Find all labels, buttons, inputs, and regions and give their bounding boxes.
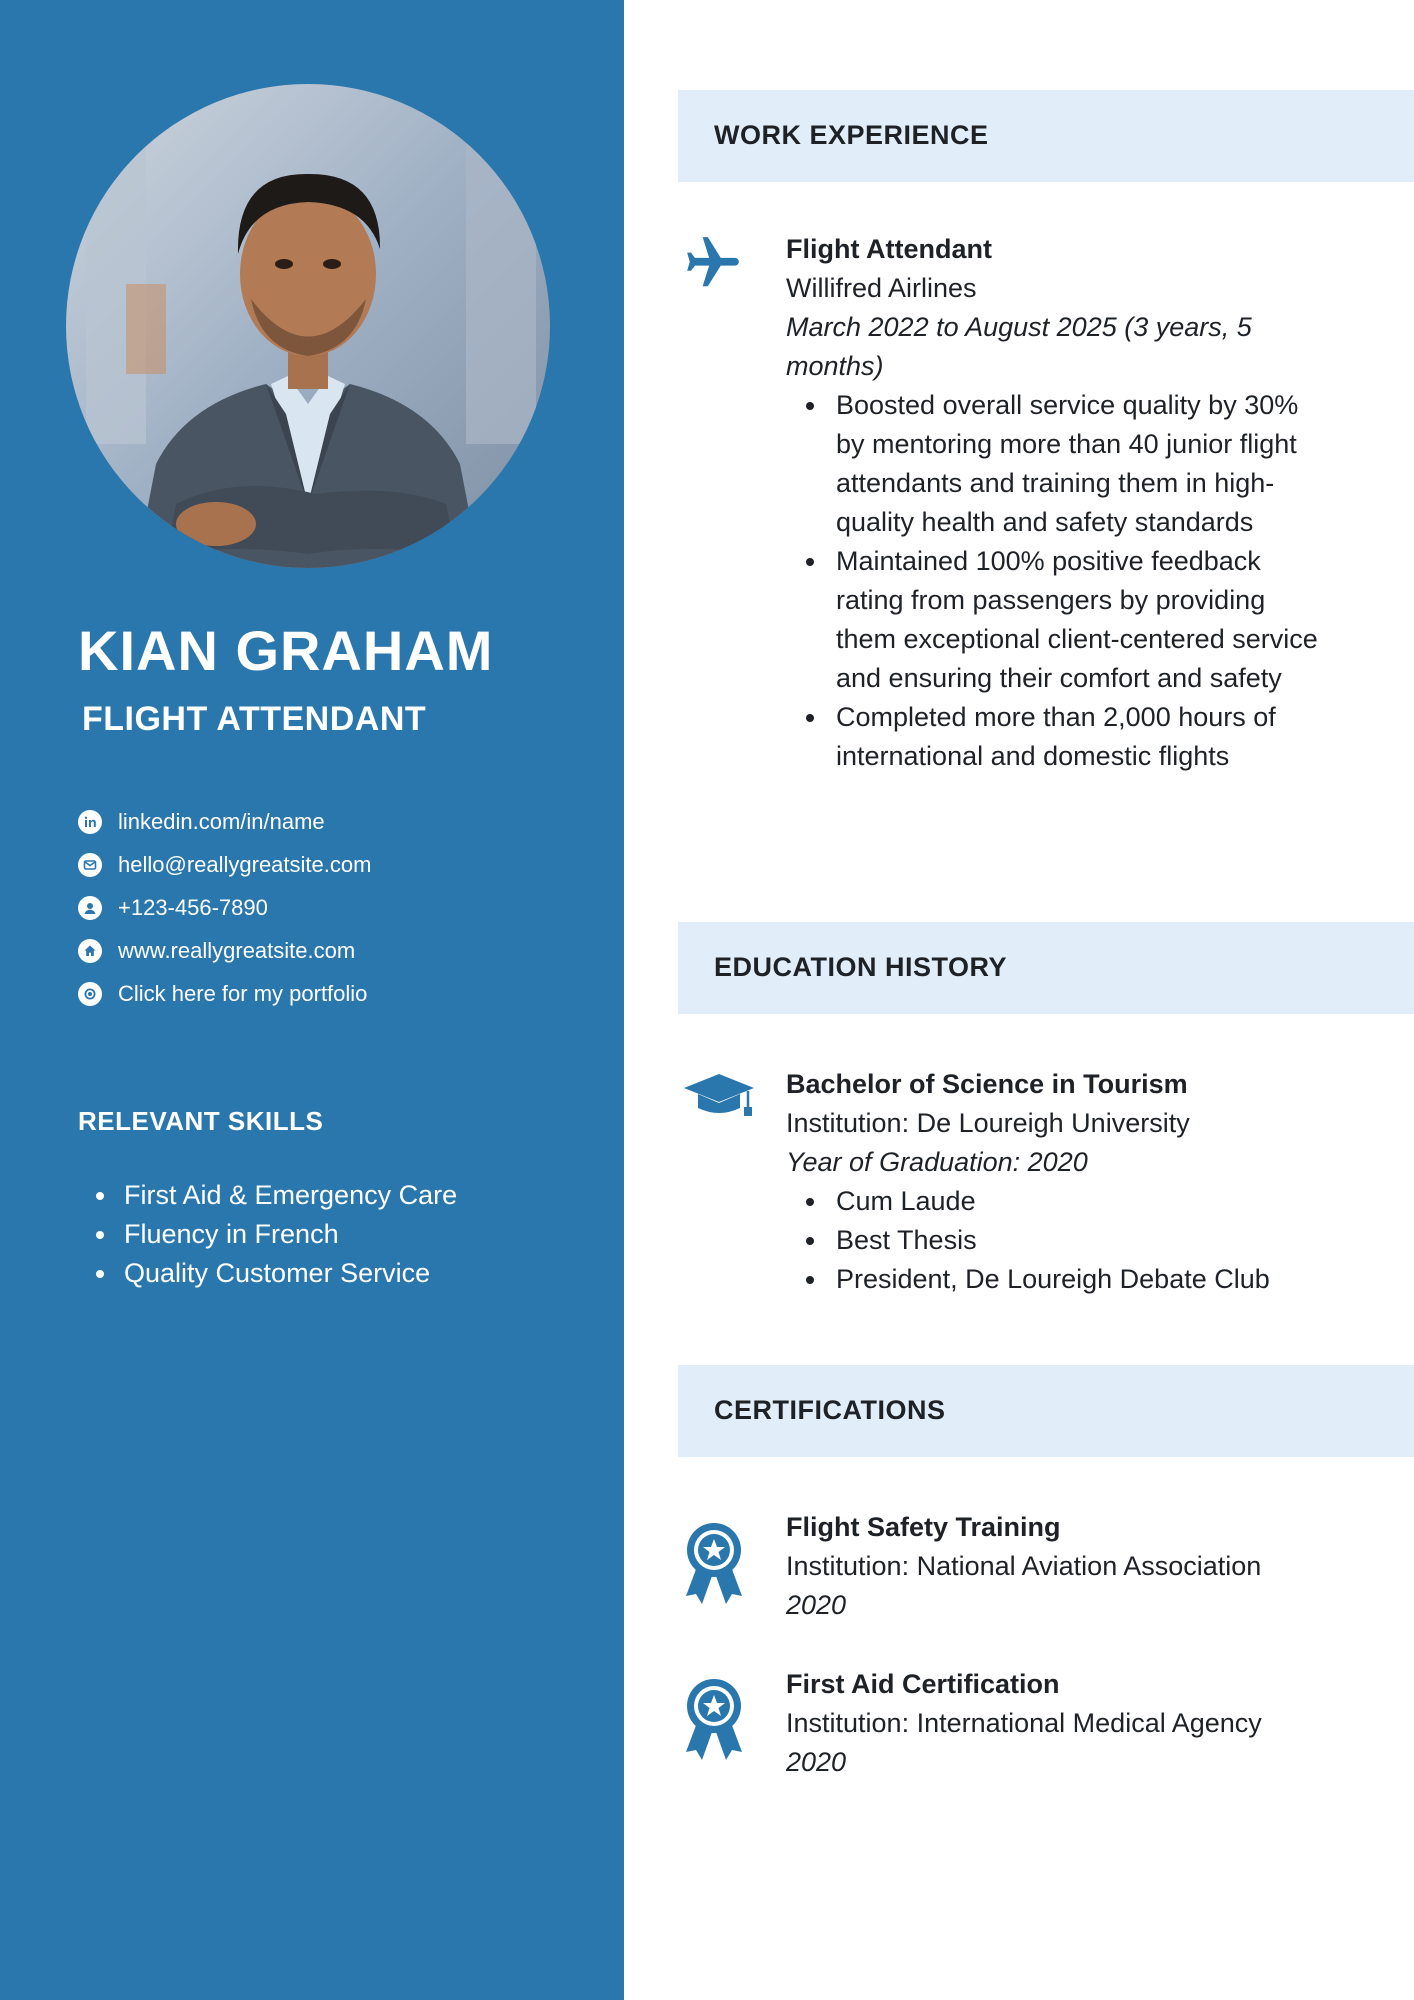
contact-linkedin-text: linkedin.com/in/name [118,808,325,834]
contact-email[interactable] [78,843,371,886]
contact-portfolio[interactable] [78,972,371,1015]
education-entry [786,1065,1326,1299]
contact-phone-text: +123-456-7890 [118,894,268,920]
certification-institution: Institution: National Aviation Association [786,1551,1262,1581]
contact-email-text: hello@reallygreatsite.com [118,851,372,877]
phone-icon [78,896,102,920]
work-experience-bar [678,90,1414,182]
skill-item: First Aid & Emergency Care [94,1176,457,1215]
certifications-heading: CERTIFICATIONS [714,1395,946,1425]
eye-icon [78,982,102,1006]
work-bullet: Boosted overall service quality by 30% by mentoring more than 40 junior flight attendants and training them in high-quality health and safety standards [786,386,1326,542]
candidate-name: KIAN GRAHAM [78,619,494,682]
award-ribbon-icon [682,1520,746,1613]
work-bullet: Completed more than 2,000 hours of international and domestic flights [786,698,1326,776]
sidebar [0,0,624,2000]
contact-portfolio-text: Click here for my portfolio [118,980,368,1006]
work-dates: March 2022 to August 2025 (3 years, 5 months) [786,312,1252,381]
contact-website[interactable] [78,929,371,972]
work-entry [786,230,1326,776]
certification-entry [786,1665,1326,1782]
contact-phone[interactable] [78,886,371,929]
certification-institution: Institution: International Medical Agency [786,1708,1262,1738]
skills-list [94,1176,457,1293]
education-bar [678,922,1414,1014]
contact-list [78,800,371,1015]
graduation-cap-icon [682,1070,756,1127]
contact-website-text: www.reallygreatsite.com [118,937,356,963]
work-bullets [786,386,1326,776]
education-bullet: Cum Laude [786,1182,1326,1221]
work-job-title: Flight Attendant [786,234,992,264]
work-bullet: Maintained 100% positive feedback rating from passengers by providing them exceptional client-centered service and ensuring their comfort and safety [786,542,1326,698]
profile-photo [66,84,550,568]
education-year: Year of Graduation: 2020 [786,1147,1088,1177]
education-bullets [786,1182,1326,1299]
certification-year: 2020 [786,1590,847,1620]
award-ribbon-icon [682,1676,746,1769]
education-bullet: President, De Loureigh Debate Club [786,1260,1326,1299]
skills-heading: RELEVANT SKILLS [78,1106,324,1136]
contact-linkedin[interactable] [78,800,371,843]
airplane-icon [682,232,744,299]
certifications-bar [678,1365,1414,1457]
certification-title: First Aid Certification [786,1669,1060,1699]
skill-item: Fluency in French [94,1215,457,1254]
education-institution: Institution: De Loureigh University [786,1108,1190,1138]
education-bullet: Best Thesis [786,1221,1326,1260]
email-icon [78,853,102,877]
certification-title: Flight Safety Training [786,1512,1061,1542]
certification-year: 2020 [786,1747,847,1777]
linkedin-icon [78,810,102,834]
work-experience-heading: WORK EXPERIENCE [714,120,989,150]
work-company: Willifred Airlines [786,273,977,303]
home-icon [78,939,102,963]
education-heading: EDUCATION HISTORY [714,952,1008,982]
candidate-title: FLIGHT ATTENDANT [82,700,427,738]
education-degree: Bachelor of Science in Tourism [786,1069,1188,1099]
skill-item: Quality Customer Service [94,1254,457,1293]
certification-entry [786,1508,1326,1625]
